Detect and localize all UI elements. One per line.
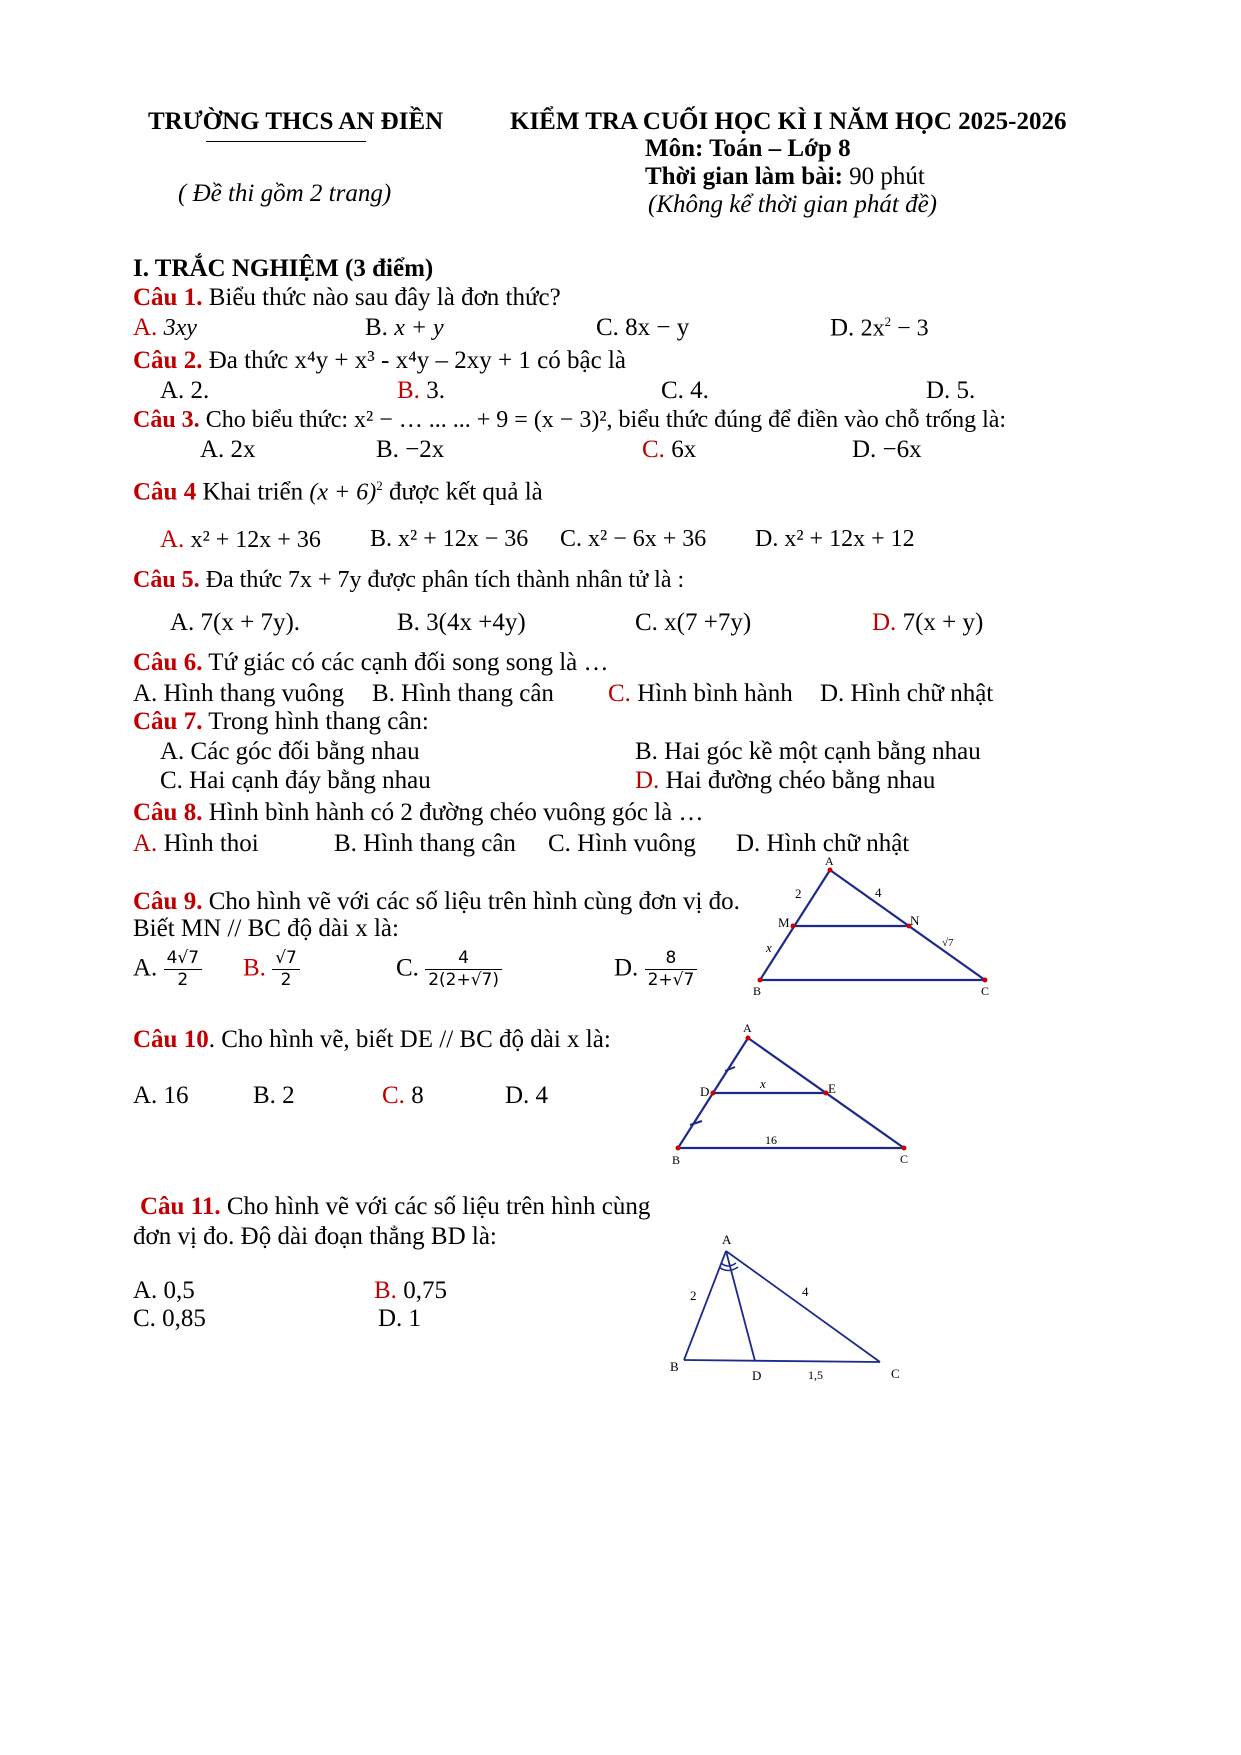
q3-option-c bbox=[642, 436, 696, 464]
q4-a-letter: A. bbox=[160, 526, 185, 553]
q4-expr-sup: 2 bbox=[376, 478, 383, 493]
q1-a-value: 3xy bbox=[163, 315, 197, 341]
q10-label-c: C bbox=[900, 1152, 909, 1166]
q1-option-d bbox=[830, 314, 929, 342]
question-4 bbox=[133, 478, 543, 506]
q7-option-d bbox=[635, 767, 935, 795]
q3-option-b: B. −2x bbox=[376, 436, 445, 463]
q1-option-a bbox=[133, 314, 197, 342]
q8-option-a bbox=[133, 830, 259, 858]
q10-label-e: E bbox=[828, 1081, 836, 1096]
q11-len-ab: 2 bbox=[690, 1288, 697, 1303]
time-line bbox=[645, 163, 925, 191]
q9-len-mb: x bbox=[766, 940, 772, 955]
q9-label: Câu 9. bbox=[133, 888, 203, 915]
q4-text-a: Khai triển bbox=[196, 478, 310, 506]
q11-label-a: A bbox=[722, 1232, 732, 1247]
q3-c-letter: C. bbox=[642, 436, 665, 463]
question-11 bbox=[140, 1193, 650, 1221]
q4-option-b: B. x² + 12x − 36 bbox=[370, 526, 529, 552]
q9-d-fraction bbox=[645, 948, 698, 992]
q9-b-letter: B. bbox=[243, 954, 266, 982]
q9-a-den: 2 bbox=[177, 970, 189, 991]
q1-text: Biểu thức nào sau đây là đơn thức? bbox=[202, 284, 561, 311]
q6-label: Câu 6. bbox=[133, 649, 203, 676]
q10-label-d: D bbox=[700, 1084, 710, 1099]
q8-a-value: Hình thoi bbox=[157, 830, 259, 857]
question-7 bbox=[133, 708, 429, 736]
q7-option-a: A. Các góc đối bằng nhau bbox=[160, 738, 420, 765]
question-8 bbox=[133, 799, 703, 827]
q5-text: Đa thức 7x + 7y được phân tích thành nhân tử là : bbox=[199, 567, 685, 593]
school-name: TRƯỜNG THCS AN ĐIỀN bbox=[148, 108, 444, 135]
q10-len-de: x bbox=[760, 1076, 766, 1091]
q10-c-letter: C. bbox=[382, 1082, 405, 1109]
q11-len-dc: 1,5 bbox=[808, 1368, 823, 1382]
q4-text-b: được kết quả là bbox=[382, 478, 543, 506]
q2-b-value: 3. bbox=[419, 377, 445, 404]
q10-label: Câu 10 bbox=[133, 1026, 209, 1053]
q11-option-d: D. 1 bbox=[378, 1305, 422, 1332]
q10-c-value: 8 bbox=[404, 1082, 424, 1109]
q9-option-a bbox=[133, 948, 202, 992]
subject-line: Môn: Toán – Lớp 8 bbox=[645, 135, 851, 162]
question-9 bbox=[133, 888, 740, 916]
q6-option-d: D. Hình chữ nhật bbox=[820, 680, 994, 707]
q2-label: Câu 2. bbox=[133, 347, 203, 374]
q10-option-c bbox=[382, 1082, 424, 1110]
q2-option-d: D. 5. bbox=[926, 377, 976, 404]
q11-option-a: A. 0,5 bbox=[133, 1277, 195, 1304]
header-divider bbox=[206, 141, 366, 142]
exam-title: KIỂM TRA CUỐI HỌC KÌ I NĂM HỌC 2025-2026 bbox=[510, 108, 1067, 135]
q1-option-b bbox=[365, 314, 444, 342]
q11-b-letter: B. bbox=[374, 1277, 397, 1304]
q4-a-value: x² + 12x + 36 bbox=[190, 527, 321, 553]
q6-option-c bbox=[608, 680, 793, 708]
time-label: Thời gian làm bài: bbox=[645, 163, 843, 190]
q5-option-b: B. 3(4x +4y) bbox=[397, 609, 526, 636]
q4-expr: (x + 6) bbox=[309, 479, 377, 506]
q9-a-letter: A. bbox=[133, 954, 158, 982]
q9-len-an: 4 bbox=[875, 885, 882, 900]
q10-option-d: D. 4 bbox=[505, 1082, 549, 1109]
section-title: I. TRẮC NGHIỆM (3 điểm) bbox=[133, 255, 434, 282]
q7-option-c: C. Hai cạnh đáy bằng nhau bbox=[160, 767, 431, 794]
q9-a-fraction bbox=[164, 948, 202, 992]
q2-option-b bbox=[397, 377, 445, 405]
q9-b-den: 2 bbox=[280, 970, 292, 991]
q3-label: Câu 3. bbox=[133, 407, 200, 433]
q1-b-letter: B. bbox=[365, 314, 388, 341]
q11-label-d: D bbox=[752, 1368, 762, 1383]
q9-d-letter: D. bbox=[614, 954, 639, 982]
q11-label: Câu 11. bbox=[140, 1193, 221, 1220]
time-value: 90 phút bbox=[842, 163, 925, 190]
q3-c-value: 6x bbox=[664, 436, 697, 463]
q8-text: Hình bình hành có 2 đường chéo vuông góc là … bbox=[202, 799, 704, 826]
question-2 bbox=[133, 347, 626, 375]
q6-option-a: A. Hình thang vuông bbox=[133, 680, 345, 707]
q1-a-letter: A. bbox=[133, 314, 158, 341]
q9-b-fraction bbox=[272, 948, 300, 992]
q3-option-d: D. −6x bbox=[852, 436, 922, 463]
q9-label-m: M bbox=[778, 915, 790, 930]
q10-option-b: B. 2 bbox=[253, 1082, 295, 1109]
q9-label-c: C bbox=[981, 984, 990, 998]
q9-text: Cho hình vẽ với các số liệu trên hình cùng đơn vị đo. bbox=[202, 888, 740, 915]
q9-figure bbox=[740, 852, 1000, 1002]
q8-option-b: B. Hình thang cân bbox=[334, 830, 516, 857]
q11-text: Cho hình vẽ với các số liệu trên hình cùng bbox=[220, 1193, 651, 1220]
q9-len-nc: √7 bbox=[942, 937, 954, 949]
q10-text: . Cho hình vẽ, biết DE // BC độ dài x là: bbox=[208, 1026, 611, 1053]
q4-label: Câu 4 bbox=[133, 478, 197, 506]
q1-d-letter: D. bbox=[830, 314, 855, 342]
q10-label-b: B bbox=[672, 1153, 681, 1167]
q11-len-ac: 4 bbox=[802, 1284, 809, 1299]
q1-label: Câu 1. bbox=[133, 284, 203, 311]
q11-figure bbox=[660, 1225, 910, 1390]
question-10 bbox=[133, 1026, 611, 1054]
q6-c-letter: C. bbox=[608, 680, 631, 707]
time-note: (Không kể thời gian phát đề) bbox=[648, 191, 937, 218]
question-1 bbox=[133, 284, 561, 312]
q6-option-b: B. Hình thang cân bbox=[372, 680, 554, 707]
question-6 bbox=[133, 649, 609, 677]
q11-b-value: 0,75 bbox=[396, 1277, 447, 1304]
q5-d-letter: D. bbox=[872, 609, 897, 636]
q1-d-value: 2x bbox=[860, 315, 885, 342]
q5-option-a: A. 7(x + 7y). bbox=[170, 609, 301, 636]
q11-option-b bbox=[374, 1277, 447, 1305]
q6-c-value: Hình bình hành bbox=[630, 680, 793, 707]
q10-option-a: A. 16 bbox=[133, 1082, 189, 1109]
q7-option-b: B. Hai góc kề một cạnh bằng nhau bbox=[635, 738, 981, 765]
question-3 bbox=[133, 407, 1006, 434]
q5-d-value: 7(x + y) bbox=[896, 609, 984, 636]
q5-option-c: C. x(7 +7y) bbox=[635, 609, 752, 636]
q4-option-c: C. x² − 6x + 36 bbox=[560, 526, 707, 552]
q9-label-n: N bbox=[910, 913, 920, 928]
q11-label-b: B bbox=[670, 1359, 679, 1374]
q8-a-letter: A. bbox=[133, 830, 158, 857]
q9-text-2: Biết MN // BC độ dài x là: bbox=[133, 915, 399, 942]
q9-option-c bbox=[396, 948, 502, 992]
q7-d-letter: D. bbox=[635, 767, 660, 794]
q7-text: Trong hình thang cân: bbox=[202, 708, 429, 735]
q9-option-d bbox=[614, 948, 697, 992]
q1-d-tail: − 3 bbox=[891, 315, 929, 342]
q9-label-a: A bbox=[825, 854, 834, 868]
q5-label: Câu 5. bbox=[133, 567, 200, 593]
q6-text: Tứ giác có các cạnh đối song song là … bbox=[202, 649, 609, 676]
q10-label-a: A bbox=[743, 1021, 752, 1035]
q2-option-a: A. 2. bbox=[160, 377, 210, 404]
q3-text: Cho biểu thức: x² − … ... ... + 9 = (x − 3)², biểu thức đúng để điền vào chỗ trống là: bbox=[199, 407, 1007, 433]
q9-c-fraction bbox=[425, 948, 502, 992]
q1-b-value: x + y bbox=[394, 315, 444, 341]
q9-d-num: 8 bbox=[645, 948, 698, 970]
q10-figure bbox=[660, 1018, 930, 1170]
q9-label-b: B bbox=[753, 984, 762, 998]
q1-d-sup: 2 bbox=[884, 314, 892, 329]
q9-a-num: 4√7 bbox=[164, 948, 202, 970]
q8-option-d: D. Hình chữ nhật bbox=[736, 830, 910, 857]
q4-option-d: D. x² + 12x + 12 bbox=[755, 526, 915, 552]
q2-b-letter: B. bbox=[397, 377, 420, 404]
pages-note: ( Đề thi gồm 2 trang) bbox=[178, 180, 392, 207]
q4-option-a bbox=[160, 526, 321, 554]
q9-c-num: 4 bbox=[425, 948, 502, 970]
q11-text-2: đơn vị đo. Độ dài đoạn thẳng BD là: bbox=[133, 1223, 497, 1250]
q10-len-bc: 16 bbox=[765, 1133, 777, 1147]
q9-c-letter: C. bbox=[396, 954, 419, 982]
q5-option-d bbox=[872, 609, 983, 637]
q9-b-num: √7 bbox=[272, 948, 300, 970]
q9-len-am: 2 bbox=[795, 886, 802, 901]
q11-label-c: C bbox=[891, 1366, 900, 1381]
question-5 bbox=[133, 567, 684, 594]
q9-option-b bbox=[243, 948, 300, 992]
q2-text: Đa thức x⁴y + x³ - x⁴y – 2xy + 1 có bậc là bbox=[202, 347, 626, 374]
q9-c-den: 2(2+√7) bbox=[428, 970, 499, 991]
q3-option-a: A. 2x bbox=[200, 436, 256, 463]
q8-option-c: C. Hình vuông bbox=[548, 830, 696, 857]
q7-d-value: Hai đường chéo bằng nhau bbox=[659, 767, 936, 794]
q11-option-c: C. 0,85 bbox=[133, 1305, 206, 1332]
q2-option-c: C. 4. bbox=[661, 377, 709, 404]
q9-d-den: 2+√7 bbox=[647, 970, 695, 991]
q8-label: Câu 8. bbox=[133, 799, 203, 826]
q1-option-c: C. 8x − y bbox=[596, 314, 690, 341]
q7-label: Câu 7. bbox=[133, 708, 203, 735]
